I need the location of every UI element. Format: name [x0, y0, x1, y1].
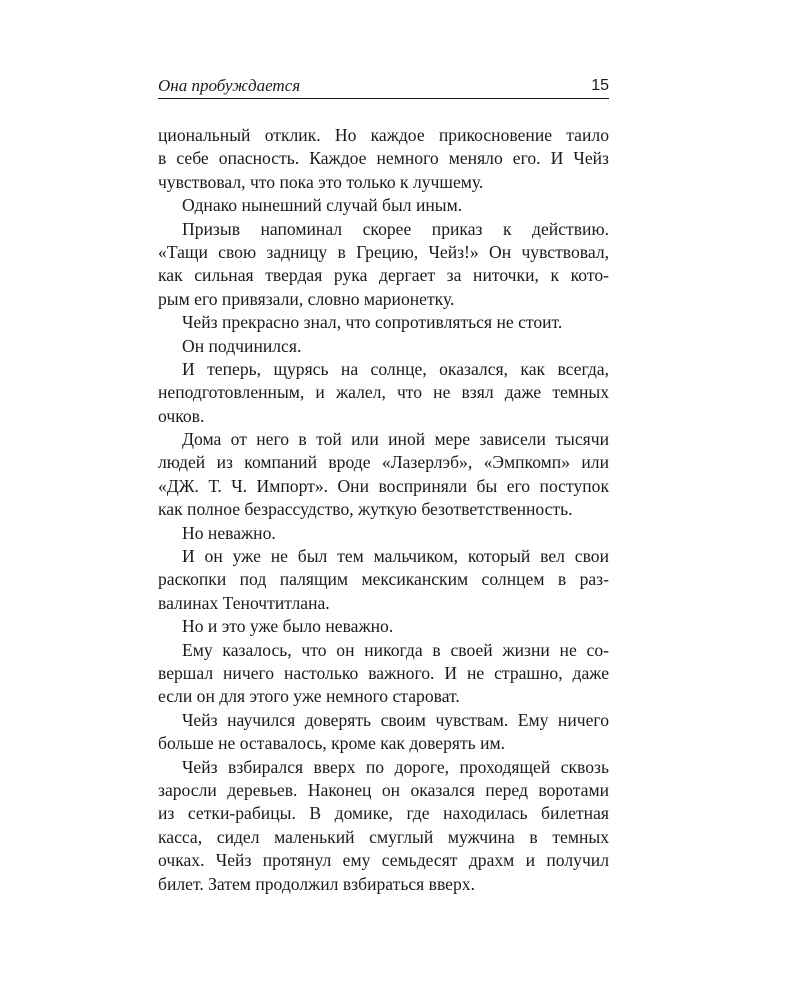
text-line: Чейз научился доверять своим чувствам. Ему ничего	[182, 709, 609, 730]
text-line: если он для этого уже немного староват.	[158, 686, 460, 707]
text-line: «Тащи свою задницу в Грецию, Чейз!» Он чувствовал,	[158, 241, 609, 262]
text-line: Но и это уже было неважно.	[182, 616, 394, 637]
text-line: билет. Затем продолжил взбираться вверх.	[158, 873, 475, 894]
running-title: Она пробуждается	[158, 76, 301, 95]
text-line: чувствовал, что пока это только к лучшему.	[158, 171, 484, 192]
text-line: валинах Теночтитлана.	[158, 592, 330, 613]
text-line: из сетки-рабицы. В домике, где находилась билетная	[158, 803, 609, 824]
text-line: Однако нынешний случай был иным.	[182, 195, 463, 216]
text-line: как полное безрассудство, жуткую безответственность.	[158, 499, 573, 520]
text-line: в себе опасность. Каждое немного меняло его. И Чейз	[158, 148, 609, 169]
text-line: Чейз взбирался вверх по дороге, проходящей сквозь	[182, 756, 609, 777]
page-number: 15	[591, 77, 609, 94]
text-line: циональный отклик. Но каждое прикосновение таило	[158, 125, 609, 145]
text-line: Но неважно.	[182, 522, 276, 543]
text-line: вершал ничего настолько важного. И не страшно, даже	[158, 662, 609, 683]
text-line: раскопки под палящим мексиканским солнцем в раз-	[158, 569, 609, 590]
text-line: Он подчинился.	[182, 335, 302, 356]
text-line: Дома от него в той или иной мере зависели тысячи	[182, 429, 609, 450]
text-line: заросли деревьев. Наконец он оказался перед воротами	[158, 779, 609, 800]
text-line: как сильная твердая рука дергает за ниточки, к кото-	[158, 265, 609, 286]
text-line: неподготовленным, и жалел, что не взял даже темных	[158, 382, 609, 403]
text-line: «ДЖ. Т. Ч. Импорт». Они восприняли бы его поступок	[158, 475, 609, 496]
text-line: касса, сидел маленький смуглый мужчина в темных	[158, 826, 609, 847]
text-line: Призыв напоминал скорее приказ к действию.	[182, 218, 609, 239]
text-line: Чейз прекрасно знал, что сопротивляться не стоит.	[182, 312, 563, 333]
running-header	[158, 74, 609, 99]
text-line: больше не оставалось, кроме как доверять им.	[158, 733, 506, 754]
text-line: очках. Чейз протянул ему семьдесят драхм и получил	[158, 850, 609, 871]
text-line: И он уже не был тем мальчиком, который вел свои	[182, 546, 609, 567]
text-line: людей из компаний вроде «Лазерлэб», «Эмпкомп» или	[158, 452, 609, 473]
text-line: И теперь, щурясь на солнце, оказался, как всегда,	[182, 358, 609, 379]
text-line: рым его привязали, словно марионетку.	[158, 288, 455, 309]
text-line: Ему казалось, что он никогда в своей жизни не со-	[182, 639, 609, 660]
text-line: очков.	[158, 405, 205, 426]
text-body	[158, 124, 609, 896]
